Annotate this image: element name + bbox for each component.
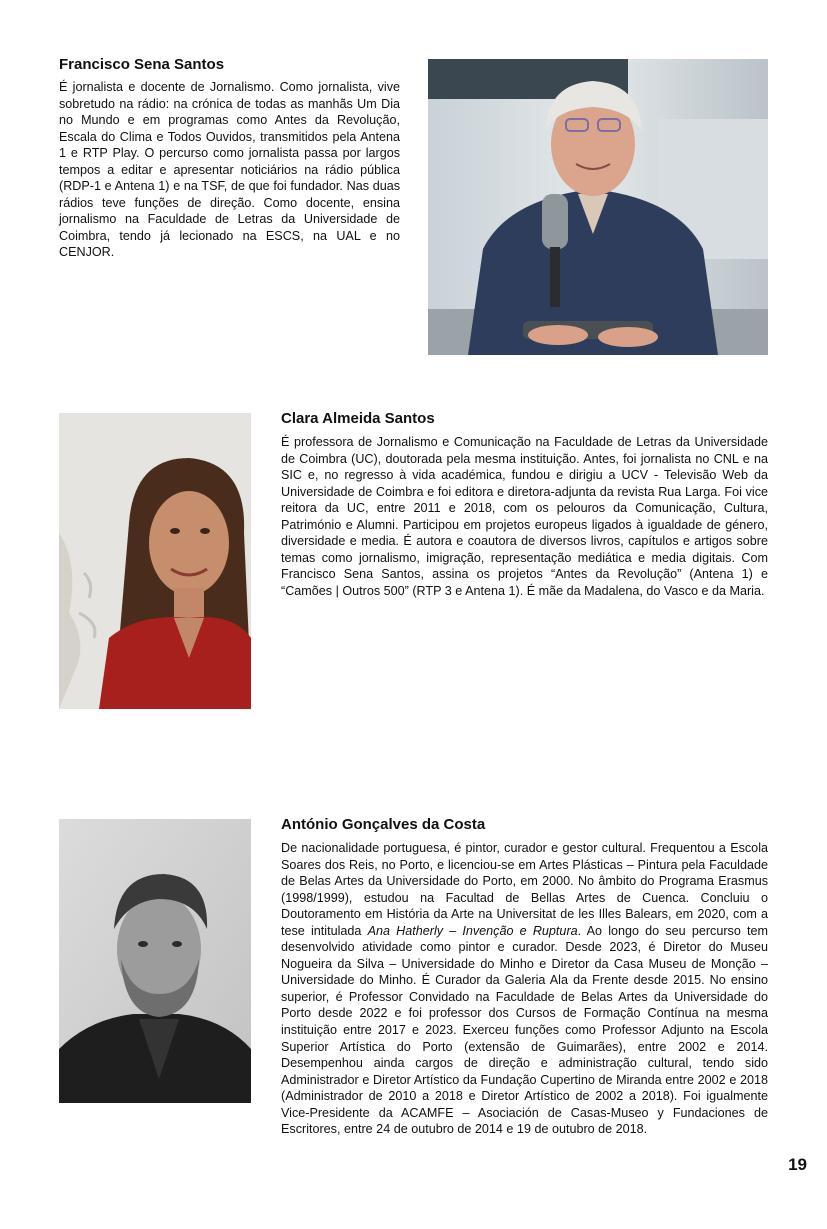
- bio-text-clara: É professora de Jornalismo e Comunicação na Faculdade de Letras da Universidade de Coimbra (UC), doutorada pela mesma instituição. Antes, foi jornalista no CNL e na SIC e, no regresso à vida académica, fundou e dirigiu a UCV - Televisão Web da Universidade de Coimbra e foi editora e diretora-adjunta da revista Rua Larga. Foi vice reitora da UC, entre 2011 e 2018, com os pelouros da Comunicação, Cultura, Património e Alumni. Participou em projetos europeus ligados à igualdade de género, diversidade e media. É autora e coautora de diversos livros, capítulos e artigos sobre temas como jornalismo, imigração, representação mediática e media digitais. Com Francisco Sena Santos, assina os projetos “Antes da Revolução” (Antena 1) e “Camões | Outros 500” (RTP 3 e Antena 1). É mãe da Madalena, do Vasco e da Maria.: [281, 435, 768, 598]
- bio-name-clara: Clara Almeida Santos: [281, 410, 435, 427]
- thesis-title: Ana Hatherly – Invenção e Ruptura: [367, 923, 578, 938]
- bio-text-antonio: [281, 840, 768, 1138]
- photo-clara-almeida-santos: [59, 413, 251, 709]
- bio-text-francisco: É jornalista e docente de Jornalismo. Como jornalista, vive sobretudo na rádio: na crónica de todas as manhãs Um Dia no Mundo e em programas como Antes da Revolução, Escala do Clima e Todos Ouvidos, transmitidos pela Antena 1 e RTP Play. O percurso como jornalista passa por largos tempos a editar e apresentar noticiários na rádio pública (RDP-1 e Antena 1) e na TSF, de que foi fundador. Nas duas rádios teve funções de direção. Como docente, ensina jornalismo na Faculdade de Letras da Universidade de Coimbra, tendo já lecionado na ESCS, na UAL e no CENJOR.: [59, 80, 400, 260]
- page-number: 19: [788, 1155, 807, 1174]
- bio-name-antonio: António Gonçalves da Costa: [281, 816, 486, 833]
- bio-text-antonio-part1: De nacionalidade portuguesa, é pintor, curador e gestor cultural. Frequentou a Escola Soares dos Reis, no Porto, e licenciou-se em Artes Plásticas – Pintura pela Faculdade de Belas Artes da Universidade do Porto, em 2000. No âmbito do Programa Erasmus (1998/1999), estudou na Facultad de Bellas Artes de Cuenca. Concluiu o Doutoramento em História da Arte na Universitat de les Illes Balears, em 2020, com a tese intitulada: [281, 841, 768, 938]
- photo-francisco-sena-santos: [428, 59, 768, 355]
- bio-text-antonio-part2: . Ao longo do seu percurso tem desenvolvido atividade como pintor e curador. Desde 2023, é Diretor do Museu Nogueira da Silva – Universidade do Minho e Diretor da Casa Museu de Monção – Universidade do Minho. É Curador da Galeria Ala da Frente desde 2015. No ensino superior, é Professor Convidado na Faculdade de Belas Artes da Universidade do Porto desde 2022 e foi professor dos Cursos de Formação Contínua na mesma instituição entre 2017 e 2023. Exerceu funções como Professor Adjunto na Escola Superior Artística do Porto (extensão de Guimarães), entre 2002 e 2014. Desempenhou ainda cargos de direção e administração cultural, tendo sido Administrador e Diretor Artístico da Fundação Cupertino de Miranda entre 2002 e 2018 (Administrador de 2010 a 2018 e Diretor Artístico de 2002 a 2018). Foi igualmente Vice-Presidente da ACAMFE – Asociación de Casas-Museo y Fundaciones de Escritores, entre 24 de outubro de 2014 e 19 de outubro de 2018.: [281, 923, 768, 1137]
- bio-name-francisco: Francisco Sena Santos: [59, 56, 225, 73]
- photo-antonio-goncalves-da-costa: [59, 819, 251, 1103]
